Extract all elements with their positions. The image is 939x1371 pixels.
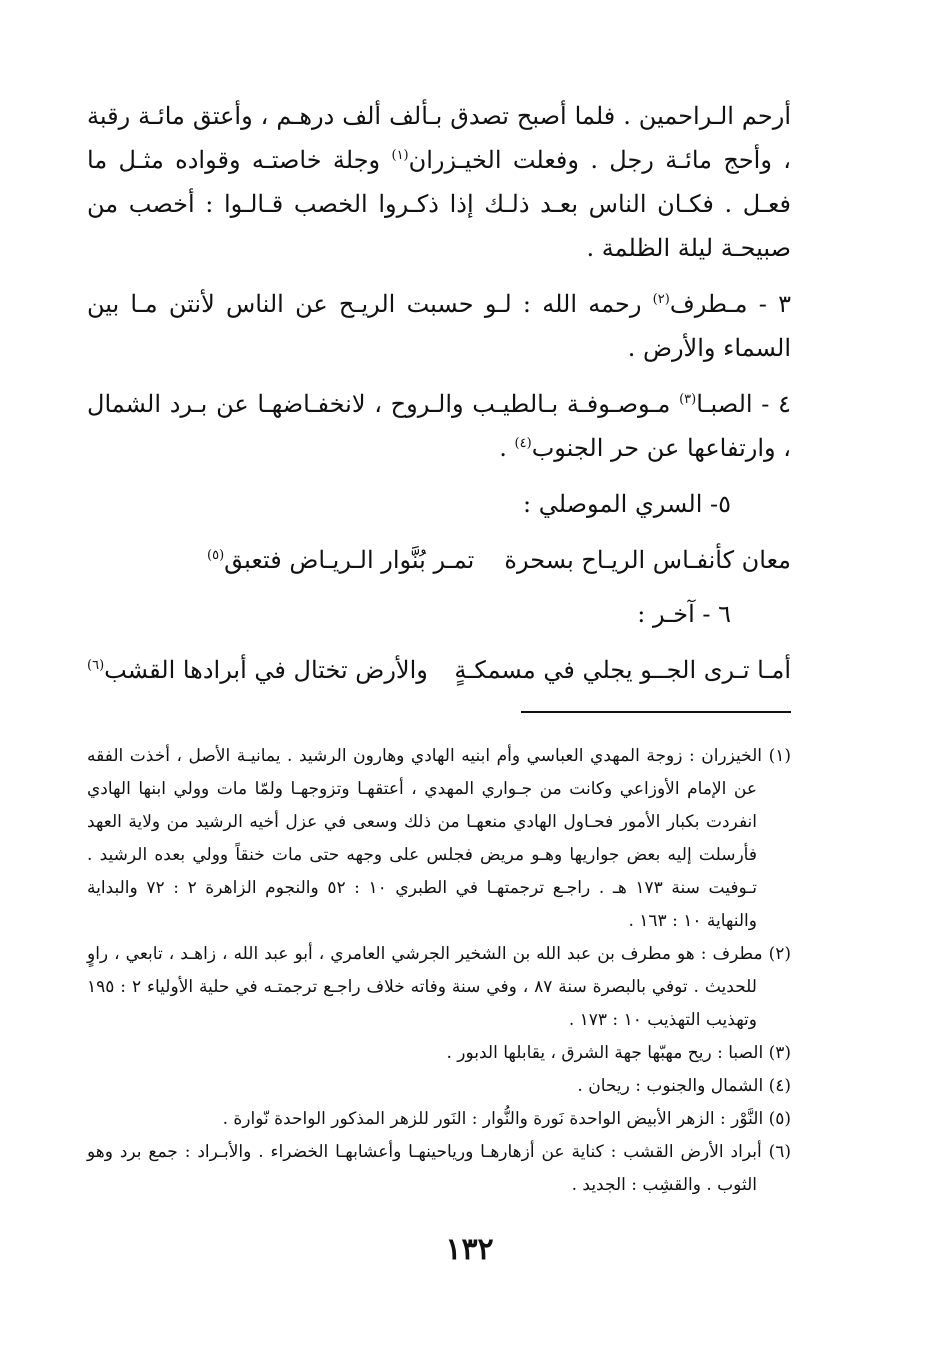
footnote-separator <box>521 711 791 713</box>
footnote-3: (٣) الصبا : ريح مهبّها جهة الشرق ، يقابلها الدبور . <box>446 1043 791 1063</box>
footnote-ref-1: (١) <box>391 148 409 163</box>
heading-6: ٦ - آخـر : <box>637 600 731 628</box>
footnote-ref-4: (٤) <box>514 436 532 451</box>
paragraph-1: أرحم الـراحمين . فلما أصبح تصدق بـألف ألف درهـم ، وأعتق مائـة رقبة ، وأحج مائـة رجل . وفعلت الخيـزران$^{(١)}$ وجلة خاصتـه وقواده مثـل ما فعـل . فكـان الناس بعـد ذلـك إذا ذكـروا الخصب قـالـوا : أخصب من صبيحـة ليلة الظلمة . <box>87 102 792 262</box>
footnote-6: (٦) أبراد الأرض القشب : كناية عن أزهارهـا ورياحينهـا وأعشابهـا الخضراء . والأبـراد : جمع برد وهو الثوب . والقشِب : الجديد . <box>87 1142 791 1195</box>
page-number: ١٣٢ <box>445 1232 494 1267</box>
footnote-ref-2: (٢) <box>652 292 670 307</box>
main-text <box>87 94 791 702</box>
footnote-ref-6: (٦) <box>87 658 105 673</box>
footnote-ref-5: (٥) <box>207 548 225 563</box>
footnotes <box>87 740 791 1202</box>
verse-5-second-hemistich: تمـر بُنَّوار الـريـاض فتعبق$^{(٥)}$ <box>207 546 475 574</box>
verse-6 <box>87 648 791 692</box>
verse-5-first-hemistich: معان كأنفـاس الريـاح بسحرة <box>504 546 791 574</box>
verse-5 <box>87 538 791 582</box>
heading-5: ٥- السري الموصلي : <box>523 490 731 518</box>
verse-6-first-hemistich: أمـا تـرى الجــو يجلي في مسمكـةٍ <box>454 656 791 684</box>
footnote-1: (١) الخيزران : زوجة المهدي العباسي وأم ابنيه الهادي وهارون الرشيد . يمانيـة الأصل ، أخذت الفقه عن الإمام الأوزاعي وكانت من جـواري المهدي ، أعتقهـا وتزوجهـا ولمّا مات وولي ابنها الهادي انفردت بكبار الأمور فحـاول الهادي منعهـا من ذلك وسعى في عزل أخيه الرشيد من ولاية العهد فأرسلت إليه بعض جواريها وهـو مريض فجلس على وجهه حتى مات خنقاً وولي بعده الرشيد . تـوفيت سنة ١٧٣ هـ . راجـع ترجمتهـا في الطبري ١٠ : ٥٢ والنجوم الزاهرة ٢ : ٧٢ والبداية والنهاية ١٠ : ١٦٣ . <box>87 746 791 931</box>
footnote-ref-3: (٣) <box>679 392 697 407</box>
footnote-5: (٥) النَّوْر : الزهر الأبيض الواحدة نَورة والنُّوار : النَور للزهر المذكور الواحدة نّوارة . <box>222 1109 791 1129</box>
paragraph-3: ٤ - الصبـا$^{(٣)}$ مـوصـوفـة بـالطيـب والـروح ، لانخفـاضهـا عن بـرد الشمال ، وارتفاعها عن حر الجنوب$^{(٤)}$ . <box>87 390 792 462</box>
footnote-2: (٢) مطرف : هو مطرف بن عبد الله بن الشخير الجرشي العامري ، أبو عبد الله ، زاهـد ، تابعي ، راوٍ للحديث . توفي بالبصرة سنة ٨٧ ، وفي سنة وفاته خلاف راجـع ترجمتـه في حلية الأولياء ٢ : ١٩٥ وتهذيب التهذيب ١٠ : ١٧٣ . <box>87 944 791 1030</box>
footnote-4: (٤) الشمال والجنوب : ريحان . <box>577 1076 791 1096</box>
verse-6-second-hemistich: والأرض تختال في أبرادها القشب$^{(٦)}$ <box>87 656 428 684</box>
paragraph-2: ٣ - مـطرف$^{(٢)}$ رحمه الله : لـو حسبت الريـح عن الناس لأنتن مـا بين السماء والأرض . <box>87 290 791 362</box>
